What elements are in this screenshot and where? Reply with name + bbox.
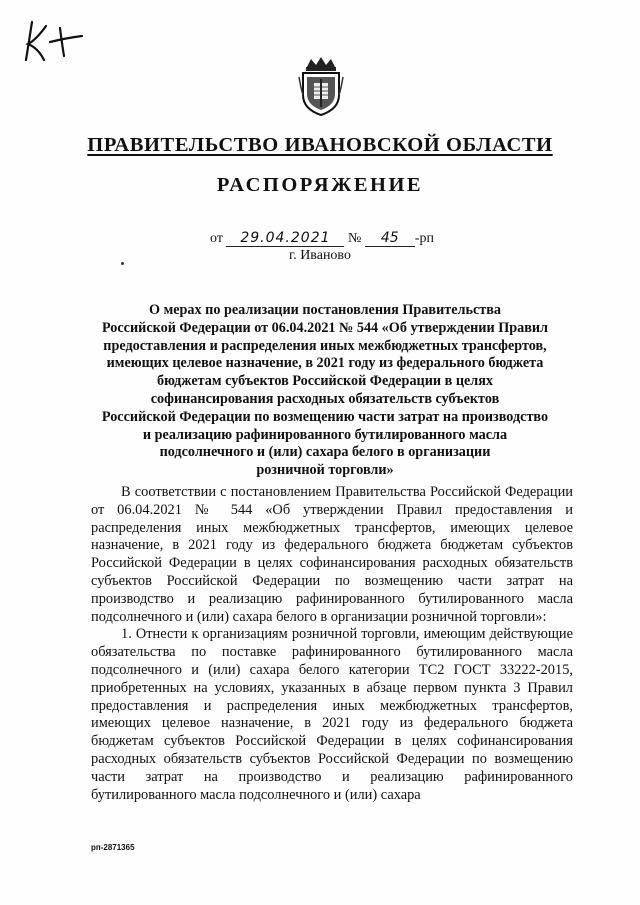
subject-line: О мерах по реализации постановления Правительства bbox=[148, 302, 501, 318]
document-type-heading: РАСПОРЯЖЕНИЕ bbox=[216, 174, 424, 196]
subject-line: розничной торговли» bbox=[256, 462, 394, 479]
document-subject bbox=[80, 302, 570, 480]
document-body bbox=[91, 484, 573, 804]
number-sign: № bbox=[347, 231, 362, 246]
subject-line: Российской Федерации от 06.04.2021 № 544 «Об утверждении Правил bbox=[101, 319, 549, 336]
handwritten-mark bbox=[20, 20, 92, 69]
date-prefix: от bbox=[210, 231, 223, 246]
clause-1-paragraph: 1. Отнести к организациям розничной торговли, имеющим действующие обязательства по поставке рафинированного бутилированного масла подсолнечного и (или) сахара белого категории ТС2 ГОСТ 33222-2015, приобретенных на условиях, указанных в абзаце первом пункта 3 Правил предоставления и распределения иных межбюджетных трансфертов, имеющих целевое назначение, в 2021 году из федерального бюджета бюджетам субъектов Российской Федерации в целях софинансирования расходных обязательств субъектов Российской Федерации по возмещению части затрат на производство и реализацию рафинированного бутилированного масла подсолнечного и (или) сахара bbox=[91, 626, 573, 803]
subject-line: предоставления и распределения иных межбюджетных трансфертов, bbox=[103, 337, 547, 354]
city: г. Иваново bbox=[289, 248, 351, 263]
footer-registration-code: рп-2871365 bbox=[91, 843, 135, 852]
subject-line: бюджетам субъектов Российской Федерации в целях bbox=[156, 373, 494, 390]
number-suffix: -рп bbox=[414, 231, 434, 246]
subject-line: Российской Федерации по возмещению части затрат на производство bbox=[101, 408, 549, 425]
subject-line: подсолнечного и (или) сахара белого в организации bbox=[159, 444, 491, 461]
coat-of-arms-icon bbox=[297, 55, 345, 117]
organization-title-text: ПРАВИТЕЛЬСТВО ИВАНОВСКОЙ ОБЛАСТИ bbox=[87, 134, 553, 156]
date-number-line bbox=[210, 230, 434, 247]
document-date: 29.04.2021 bbox=[226, 230, 344, 247]
subject-line: имеющих целевое назначение, в 2021 году из федерального бюджета bbox=[106, 355, 544, 372]
organization-title bbox=[0, 134, 640, 157]
subject-line: софинансирования расходных обязательств субъектов bbox=[150, 390, 500, 407]
preamble-paragraph: В соответствии с постановлением Правительства Российской Федерации от 06.04.2021 № 544 «Об утверждении Правил предоставления и распределения иных межбюджетных трансфертов, имеющих целевое назначение, в 2021 году из федерального бюджета бюджетам субъектов Российской Федерации в целях софинансирования расходных обязательств субъектов Российской Федерации по возмещению части затрат на производство и реализацию рафинированного бутилированного масла подсолнечного и (или) сахара белого в организации розничной торговли»: bbox=[91, 484, 573, 625]
document-number: 45 bbox=[365, 230, 415, 247]
subject-line: и реализацию рафинированного бутилированного масла bbox=[142, 426, 508, 443]
scan-dot bbox=[121, 262, 124, 265]
handwritten-signature-icon bbox=[20, 20, 92, 64]
